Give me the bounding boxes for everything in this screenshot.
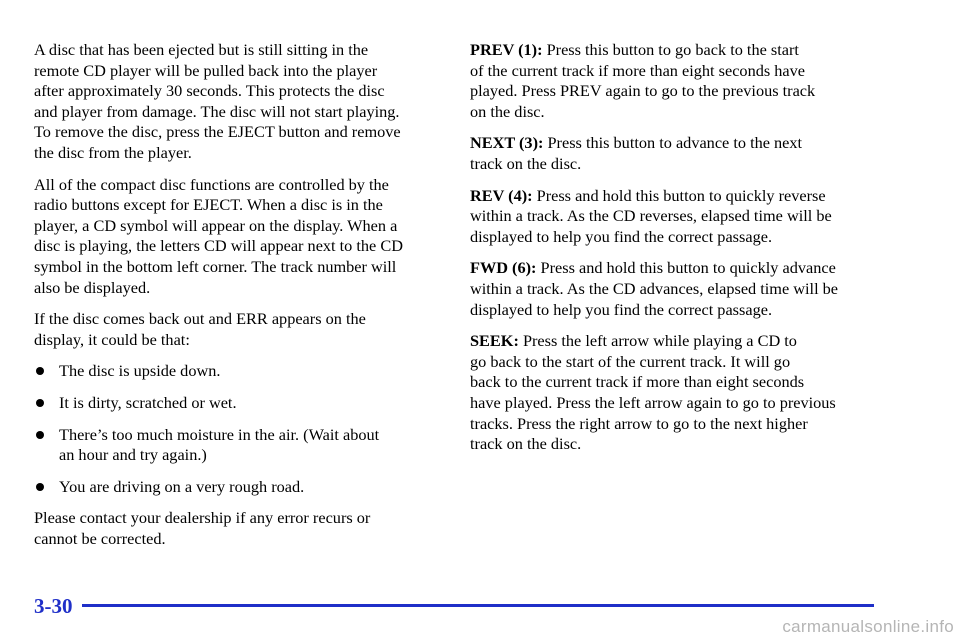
fwd-term: FWD (6):: [470, 258, 537, 278]
seek-first-line: Press the left arrow while playing a CD to: [518, 331, 797, 351]
text-line: symbol in the bottom left corner. The track number will: [34, 256, 397, 276]
text-line: also be displayed.: [34, 277, 151, 297]
next-first-line: Press this button to advance to the next: [543, 133, 803, 153]
text-line: cannot be corrected.: [34, 528, 166, 548]
text-line: [470, 258, 880, 279]
disc-functions-paragraph: [34, 175, 438, 299]
text-line: It is dirty, scratched or wet.: [59, 392, 237, 412]
text-line: on the disc.: [470, 101, 545, 121]
text-line: track on the disc.: [470, 153, 582, 173]
text-line: All of the compact disc functions are controlled by the: [34, 174, 389, 194]
list-item: [34, 425, 438, 466]
err-causes-list: [34, 361, 438, 497]
text-line: within a track. As the CD reverses, elapsed time will be: [470, 206, 832, 226]
contact-dealer-paragraph: [34, 508, 438, 549]
left-column: [34, 40, 438, 560]
page-number: 3-30: [34, 594, 73, 618]
text-line: after approximately 30 seconds. This protects the disc: [34, 81, 385, 101]
text-line: radio buttons except for EJECT. When a disc is in the: [34, 195, 383, 215]
err-intro-paragraph: [34, 309, 438, 350]
text-line: [470, 186, 880, 207]
list-item: [34, 361, 438, 382]
text-line: and player from damage. The disc will not start playing.: [34, 101, 400, 121]
text-line: displayed to help you find the correct passage.: [470, 299, 773, 319]
text-line: A disc that has been ejected but is still sitting in the: [34, 40, 369, 59]
rev-first-line: Press and hold this button to quickly reverse: [532, 185, 826, 205]
text-line: have played. Press the left arrow again to go to previous: [470, 392, 836, 412]
next-paragraph: [470, 133, 880, 174]
seek-term: SEEK:: [470, 331, 519, 351]
text-line: display, it could be that:: [34, 329, 190, 349]
text-line: go back to the start of the current track. It will go: [470, 351, 791, 371]
bullet-icon: [36, 483, 44, 491]
text-line: If the disc comes back out and ERR appears on the: [34, 309, 366, 329]
text-line: track on the disc.: [470, 434, 582, 454]
text-line: Please contact your dealership if any error recurs or: [34, 508, 371, 528]
text-line: To remove the disc, press the EJECT button and remove: [34, 122, 401, 142]
seek-paragraph: [470, 331, 880, 455]
footer-rule: [82, 604, 874, 607]
text-line: [470, 331, 880, 352]
bullet-icon: [36, 367, 44, 375]
watermark: carmanualsonline.info: [782, 617, 954, 636]
text-line: displayed to help you find the correct passage.: [470, 226, 773, 246]
rev-term: REV (4):: [470, 185, 533, 205]
text-line: player, a CD symbol will appear on the display. When a: [34, 215, 398, 235]
ejected-disc-paragraph: [34, 40, 438, 164]
rev-paragraph: [470, 186, 880, 248]
text-line: [470, 133, 880, 154]
fwd-paragraph: [470, 258, 880, 320]
text-line: There’s too much moisture in the air. (Wait about: [59, 424, 380, 444]
text-line: tracks. Press the right arrow to go to the next higher: [470, 413, 808, 433]
text-line: the disc from the player.: [34, 142, 192, 162]
text-line: [470, 40, 880, 61]
list-item: [34, 477, 438, 498]
text-line: of the current track if more than eight seconds have: [470, 60, 805, 80]
text-line: You are driving on a very rough road.: [59, 476, 305, 496]
text-line: back to the current track if more than eight seconds: [470, 372, 805, 392]
text-line: played. Press PREV again to go to the previous track: [470, 81, 816, 101]
bullet-icon: [36, 431, 44, 439]
text-line: within a track. As the CD advances, elapsed time will be: [470, 278, 839, 298]
text-line: The disc is upside down.: [59, 361, 221, 381]
prev-paragraph: [470, 40, 880, 122]
right-column: [470, 40, 880, 466]
list-item: [34, 393, 438, 414]
prev-first-line: Press this button to go back to the start: [542, 40, 799, 59]
text-line: an hour and try again.): [59, 445, 207, 465]
text-line: disc is playing, the letters CD will appear next to the CD: [34, 236, 403, 256]
bullet-icon: [36, 399, 44, 407]
next-term: NEXT (3):: [470, 133, 544, 153]
fwd-first-line: Press and hold this button to quickly advance: [536, 258, 836, 278]
text-line: remote CD player will be pulled back into the player: [34, 60, 378, 80]
prev-term: PREV (1):: [470, 40, 543, 59]
